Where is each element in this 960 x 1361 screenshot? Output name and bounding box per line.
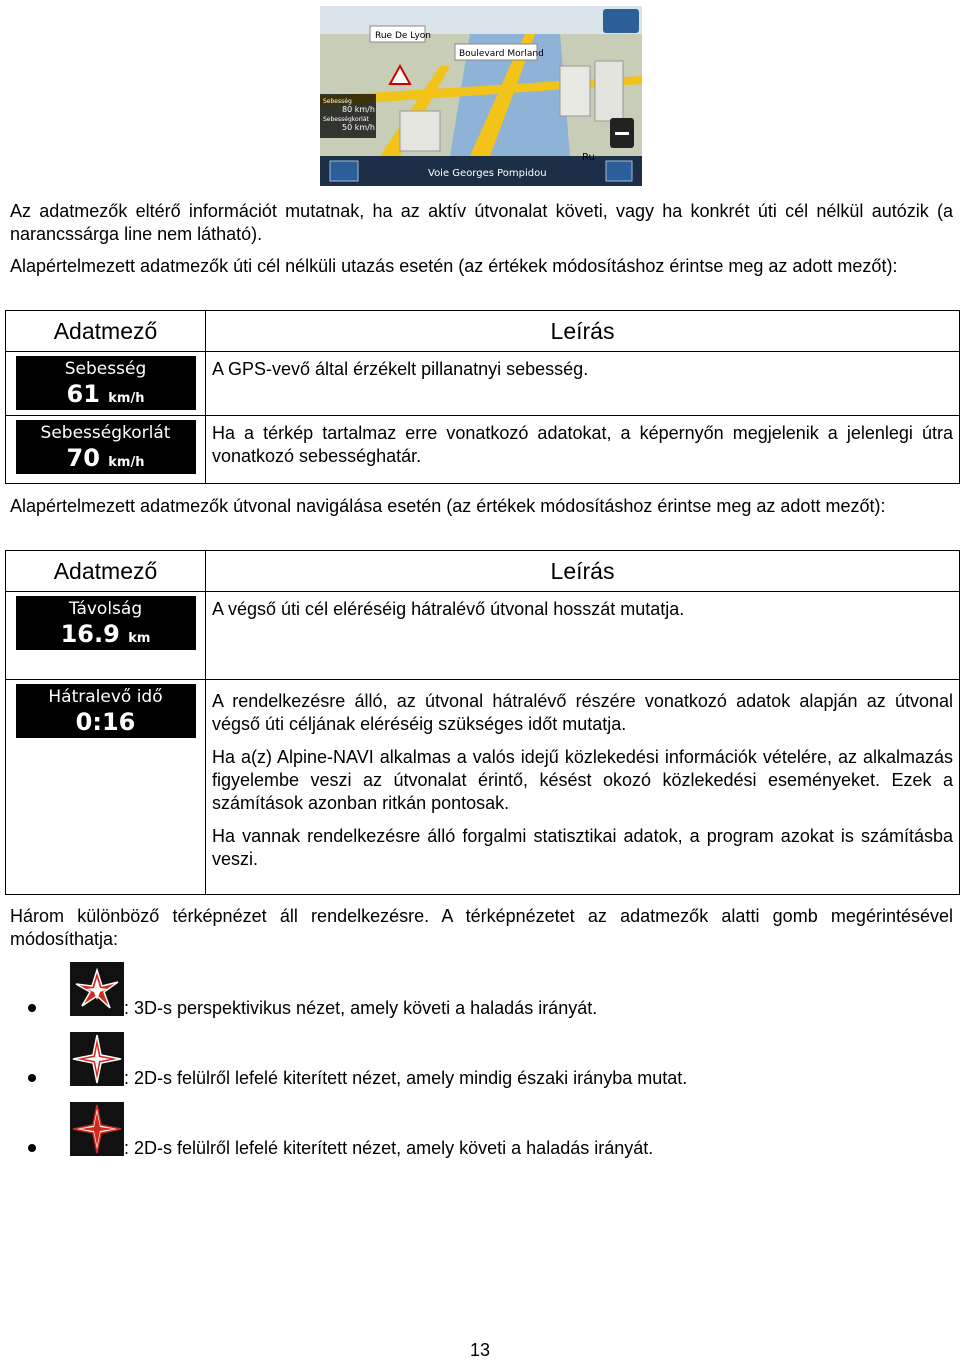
table-row — [6, 416, 960, 484]
row-description: Ha a(z) Alpine-NAVI alkalmas a valós idejű közlekedési információk vételére, az alkalmazás figyelembe veszi az útvonalat érintő, késést okozó közlekedési eseményeket. Ezek a számítások azonban ritkán pontosak. — [212, 747, 953, 813]
widget-value: 0:16 — [75, 708, 136, 736]
row-description: A GPS-vevő által érzékelt pillanatnyi sebesség. — [206, 352, 960, 416]
widget-label: Távolság — [68, 599, 143, 619]
map-speed-label: Sebesség — [323, 98, 352, 105]
table-row — [6, 592, 960, 680]
widget-label: Sebesség — [64, 359, 147, 379]
widget-value: 70 — [66, 444, 100, 472]
widget-unit: km/h — [108, 455, 145, 470]
row-description: Ha a térkép tartalmaz erre vonatkozó adatokat, a képernyőn megjelenik a jelenlegi útra vonatkozó sebességhatár. — [206, 416, 960, 484]
column-header-description: Leírás — [206, 311, 960, 352]
widget-label: Hátralevő idő — [48, 687, 163, 707]
map-street-label: Ru — [582, 152, 595, 163]
widget-label: Sebességkorlát — [40, 423, 171, 443]
map-limit-value: 50 km/h — [342, 123, 375, 132]
speed-field-widget[interactable] — [16, 356, 196, 410]
2d-north-up-compass-icon[interactable] — [70, 1032, 124, 1086]
list-item — [28, 960, 928, 1030]
map-speed-value: 80 km/h — [342, 105, 375, 114]
intro-paragraph-2: Alapértelmezett adatmezők úti cél nélküli utazás esetén (az értékek módosításhoz érintse meg az adott mezőt): — [10, 256, 898, 276]
2d-heading-up-compass-icon[interactable] — [70, 1102, 124, 1156]
list-item — [28, 1100, 928, 1170]
map-views-paragraph: Három különböző térképnézet áll rendelkezésre. A térképnézetet az adatmezők alatti gomb megérintésével módosíthatja: — [10, 906, 953, 949]
remaining-time-field-widget[interactable] — [16, 684, 196, 738]
row-description: Ha vannak rendelkezésre álló forgalmi statisztikai adatok, a program azokat is számításba veszi. — [212, 826, 953, 869]
map-street-label: Voie Georges Pompidou — [428, 168, 547, 179]
distance-field-widget[interactable] — [16, 596, 196, 650]
table-row — [6, 352, 960, 416]
route-fields-paragraph: Alapértelmezett adatmezők útvonal navigálása esetén (az értékek módosításhoz érintse meg az adott mezőt): — [10, 496, 886, 516]
3d-compass-icon[interactable] — [70, 962, 124, 1016]
map-limit-label: Sebességkorlát — [323, 116, 369, 123]
row-description: A rendelkezésre álló, az útvonal hátralévő részére vonatkozó adatok alapján az útvonal végső úti céljának eléréséig szükséges időt mutatja. — [212, 691, 953, 734]
table-row — [6, 680, 960, 895]
column-header-description: Leírás — [206, 551, 960, 592]
route-fields-table — [5, 550, 960, 895]
speed-limit-field-widget[interactable] — [16, 420, 196, 474]
default-fields-table — [5, 310, 960, 484]
map-street-label: Rue De Lyon — [375, 31, 432, 41]
map-screenshot — [320, 6, 642, 186]
map-street-label: Boulevard Morland — [459, 49, 544, 59]
intro-paragraph: Az adatmezők eltérő információt mutatnak, ha az aktív útvonalat követi, vagy ha konkrét úti cél nélkül autózik (a narancssárga line nem látható). — [10, 201, 953, 244]
bullet — [28, 1144, 36, 1152]
list-item-text: : 2D-s felülről lefelé kiterített nézet, amely mindig északi irányba mutat. — [124, 1068, 688, 1088]
bullet — [28, 1074, 36, 1082]
column-header-field: Adatmező — [6, 311, 206, 352]
list-item-text: : 3D-s perspektivikus nézet, amely követi a haladás irányát. — [124, 998, 598, 1018]
row-description: A végső úti cél eléréséig hátralévő útvonal hosszát mutatja. — [212, 599, 685, 619]
list-item — [28, 1030, 928, 1100]
column-header-field: Adatmező — [6, 551, 206, 592]
map-views-list — [28, 960, 928, 1170]
widget-unit: km/h — [108, 391, 145, 406]
bullet — [28, 1004, 36, 1012]
widget-value: 16.9 — [60, 620, 120, 648]
widget-unit: km — [128, 631, 151, 646]
widget-value: 61 — [66, 380, 100, 408]
page-number: 13 — [469, 1340, 491, 1360]
list-item-text: : 2D-s felülről lefelé kiterített nézet, amely követi a haladás irányát. — [124, 1138, 654, 1158]
